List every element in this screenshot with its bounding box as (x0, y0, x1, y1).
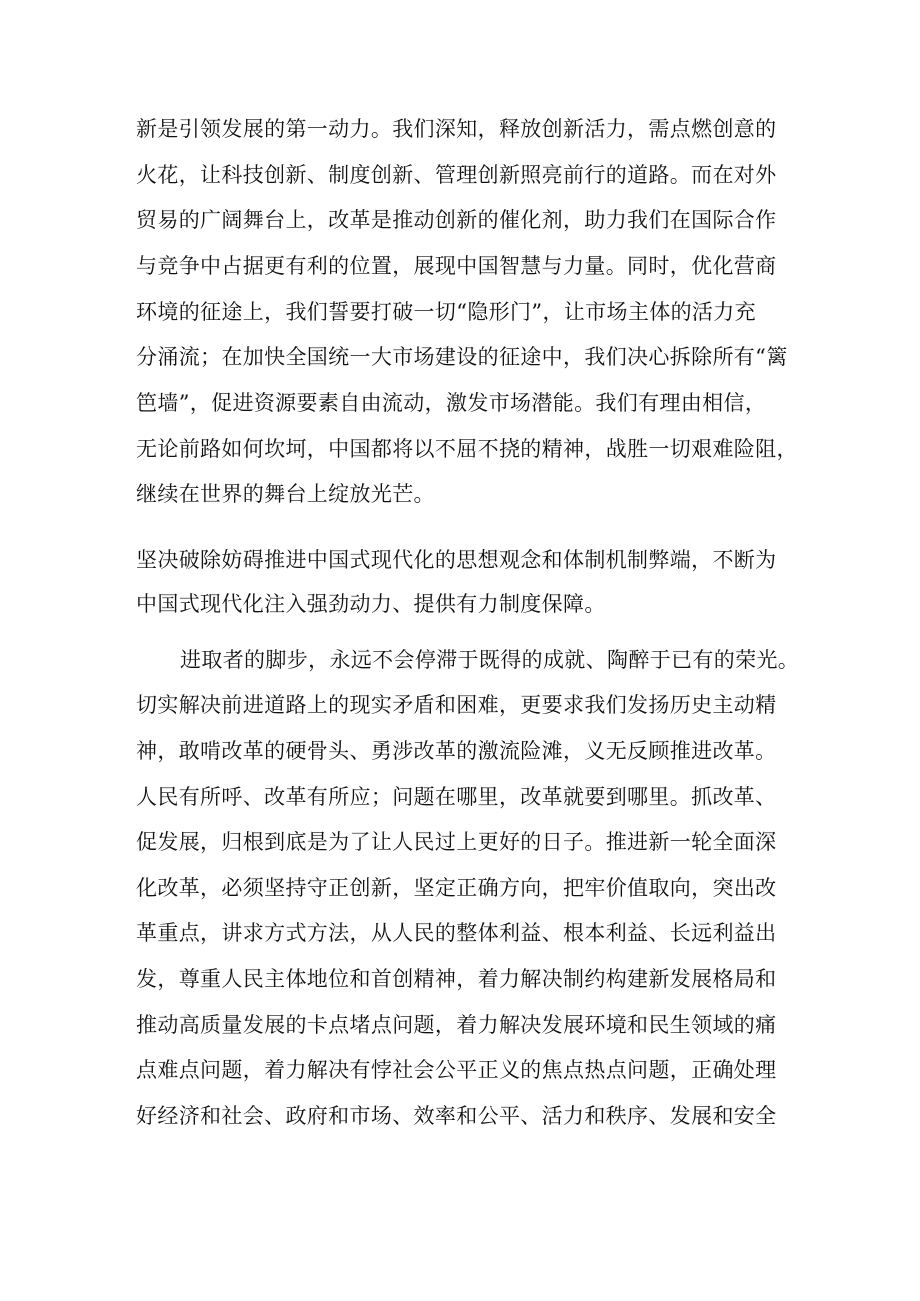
text-line: 化改革，必须坚持守正创新，坚定正确方向，把牢价值取向，突出改 (136, 876, 777, 900)
text-line: 点难点问题，着力解决有悖社会公平正义的焦点热点问题，正确处理 (136, 1058, 777, 1082)
text-line: 好经济和社会、政府和市场、效率和公平、活力和秩序、发展和安全 (136, 1104, 777, 1128)
text-line: 火花，让科技创新、制度创新、管理创新照亮前行的道路。而在对外 (136, 163, 777, 187)
text-line: 无论前路如何坎坷，中国都将以不屈不挠的精神，战胜一切艰难险阻， (136, 437, 798, 461)
text-line: 笆墙”，促进资源要素自由流动，激发市场潜能。我们有理由相信， (136, 391, 767, 415)
text-line: 继续在世界的舞台上绽放光芒。 (136, 482, 435, 506)
text-line: 分涌流；在加快全国统一大市场建设的征途中，我们决心拆除所有“篱 (136, 345, 788, 369)
text-line: 与竞争中占据更有利的位置，展现中国智慧与力量。同时，优化营商 (136, 254, 777, 278)
text-line: 神，敢啃改革的硬骨头、勇涉改革的激流险滩，义无反顾推进改革。 (136, 739, 777, 763)
text-line: 人民有所呼、改革有所应；问题在哪里，改革就要到哪里。抓改革、 (136, 785, 777, 809)
text-line: 环境的征途上，我们誓要打破一切“隐形门”，让市场主体的活力充 (136, 300, 756, 324)
text-line: 切实解决前进道路上的现实矛盾和困难，更要求我们发扬历史主动精 (136, 693, 777, 717)
text-line: 推动高质量发展的卡点堵点问题，着力解决发展环境和民生领域的痛 (136, 1013, 777, 1037)
text-line: 革重点，讲求方式方法，从人民的整体利益、根本利益、长远利益出 (136, 921, 777, 945)
text-line: 坚决破除妨碍推进中国式现代化的思想观念和体制机制弊端，不断为 (136, 548, 777, 572)
paragraph-first-line: 进取者的脚步，永远不会停滞于既得的成就、陶醉于已有的荣光。 (180, 648, 800, 672)
text-line: 中国式现代化注入强劲动力、提供有力制度保障。 (136, 592, 606, 616)
text-line: 促发展，归根到底是为了让人民过上更好的日子。推进新一轮全面深 (136, 830, 777, 854)
text-line: 发，尊重人民主体地位和首创精神，着力解决制约构建新发展格局和 (136, 967, 777, 991)
text-line: 贸易的广阔舞台上，改革是推动创新的催化剂，助力我们在国际合作 (136, 208, 777, 232)
text-line: 新是引领发展的第一动力。我们深知，释放创新活力，需点燃创意的 (136, 117, 777, 141)
